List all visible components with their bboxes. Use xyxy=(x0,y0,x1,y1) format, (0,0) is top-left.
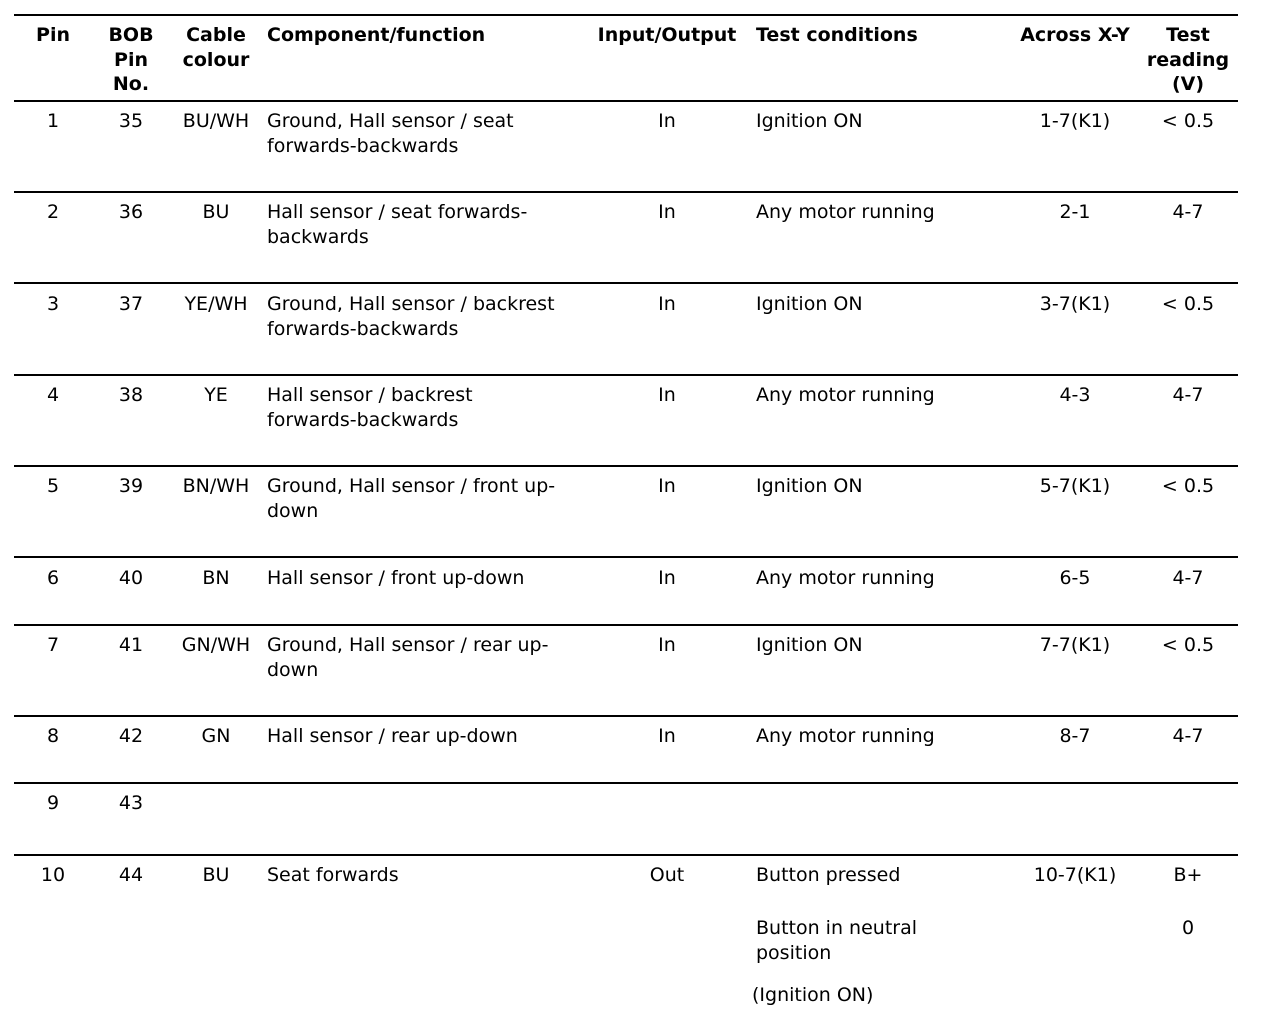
row-rule xyxy=(14,556,1238,558)
table-cell-pin: 6 xyxy=(46,567,60,589)
table-cell-bob: 36 xyxy=(118,201,144,223)
table-cell-cable: BN/WH xyxy=(182,475,250,497)
row-rule xyxy=(14,715,1238,717)
table-cell-reading: < 0.5 xyxy=(1161,110,1215,132)
table-top-rule xyxy=(14,14,1238,16)
table-cell-reading: 4-7 xyxy=(1172,567,1204,589)
table-cell-cable: BU xyxy=(202,201,230,223)
table-cell-component: Hall sensor / front up-down xyxy=(267,567,525,589)
table-cell-across: 5-7(K1) xyxy=(1039,475,1111,497)
table-cell-test: Ignition ON xyxy=(756,475,863,497)
table-cell-bob: 38 xyxy=(118,384,144,406)
table-cell-bob: 42 xyxy=(118,725,144,747)
row-rule xyxy=(14,782,1238,784)
table-cell-across: 10-7(K1) xyxy=(1033,864,1117,886)
table-cell-reading: B+ xyxy=(1173,864,1203,886)
table-cell-test: Button pressed xyxy=(756,864,901,886)
table-cell-pin: 5 xyxy=(46,475,60,497)
table-cell-pin: 9 xyxy=(46,792,60,814)
table-cell-pin: 1 xyxy=(46,110,60,132)
table-cell-reading: 4-7 xyxy=(1172,725,1204,747)
row-rule xyxy=(14,465,1238,467)
table-cell-test: Ignition ON xyxy=(756,110,863,132)
header-bottom-rule xyxy=(14,100,1238,102)
table-cell-cable: BU xyxy=(202,864,230,886)
table-cell-pin: 2 xyxy=(46,201,60,223)
table-cell-bob: 35 xyxy=(118,110,144,132)
table-cell-reading-neutral: 0 xyxy=(1181,917,1195,939)
table-cell-cable: GN/WH xyxy=(181,634,251,656)
table-cell-io: In xyxy=(658,201,676,223)
table-cell-cable: YE xyxy=(204,384,228,406)
table-cell-bob: 43 xyxy=(118,792,144,814)
table-cell-component: Ground, Hall sensor / front up-down xyxy=(267,475,556,522)
table-cell-pin: 4 xyxy=(46,384,60,406)
row-rule xyxy=(14,282,1238,284)
table-cell-across: 1-7(K1) xyxy=(1039,110,1111,132)
table-cell-bob: 40 xyxy=(118,567,144,589)
table-cell-cable: BN xyxy=(202,567,230,589)
header-test-reading: Test reading (V) xyxy=(1146,24,1230,95)
table-cell-io: Out xyxy=(649,864,685,886)
table-cell-component: Ground, Hall sensor / seat forwards-backwards xyxy=(267,110,514,157)
table-cell-test: Any motor running xyxy=(756,725,935,747)
table-cell-test-neutral: Button in neutral position xyxy=(756,917,917,964)
header-cable-colour: Cable colour xyxy=(182,24,250,71)
table-cell-bob: 39 xyxy=(118,475,144,497)
row-rule xyxy=(14,191,1238,193)
table-cell-test-ignition-note: (Ignition ON) xyxy=(752,984,874,1006)
table-cell-across: 3-7(K1) xyxy=(1039,293,1111,315)
table-cell-pin: 3 xyxy=(46,293,60,315)
table-cell-reading: < 0.5 xyxy=(1161,293,1215,315)
table-cell-across: 7-7(K1) xyxy=(1039,634,1111,656)
table-cell-across: 2-1 xyxy=(1059,201,1091,223)
table-cell-pin: 8 xyxy=(46,725,60,747)
header-pin: Pin xyxy=(36,24,70,46)
table-cell-cable: BU/WH xyxy=(182,110,250,132)
header-test-conditions: Test conditions xyxy=(756,24,918,46)
header-bob-pin-no: BOB Pin No. xyxy=(108,24,154,95)
table-cell-test: Ignition ON xyxy=(756,634,863,656)
table-cell-across: 4-3 xyxy=(1059,384,1091,406)
table-cell-io: In xyxy=(658,384,676,406)
table-cell-cable: YE/WH xyxy=(184,293,248,315)
table-cell-reading: < 0.5 xyxy=(1161,634,1215,656)
table-cell-reading: 4-7 xyxy=(1172,201,1204,223)
table-cell-io: In xyxy=(658,634,676,656)
header-input-output: Input/Output xyxy=(597,24,737,46)
table-cell-test: Any motor running xyxy=(756,201,935,223)
table-cell-io: In xyxy=(658,293,676,315)
table-cell-component: Ground, Hall sensor / backrest forwards-backwards xyxy=(267,293,555,340)
table-cell-across: 8-7 xyxy=(1059,725,1091,747)
header-component-function: Component/function xyxy=(267,24,486,46)
table-cell-io: In xyxy=(658,567,676,589)
row-rule xyxy=(14,624,1238,626)
table-cell-bob: 37 xyxy=(118,293,144,315)
table-cell-test: Ignition ON xyxy=(756,293,863,315)
table-cell-bob: 41 xyxy=(118,634,144,656)
table-cell-component: Hall sensor / backrest forwards-backwards xyxy=(267,384,473,431)
header-across-x-y: Across X-Y xyxy=(1020,24,1130,46)
row-rule xyxy=(14,374,1238,376)
table-cell-component: Ground, Hall sensor / rear up-down xyxy=(267,634,549,681)
table-cell-bob: 44 xyxy=(118,864,144,886)
table-cell-test: Any motor running xyxy=(756,567,935,589)
table-cell-across: 6-5 xyxy=(1059,567,1091,589)
table-cell-reading: 4-7 xyxy=(1172,384,1204,406)
table-cell-reading: < 0.5 xyxy=(1161,475,1215,497)
row-rule xyxy=(14,854,1238,856)
table-cell-pin: 10 xyxy=(40,864,66,886)
table-cell-io: In xyxy=(658,725,676,747)
table-cell-pin: 7 xyxy=(46,634,60,656)
table-cell-component: Seat forwards xyxy=(267,864,399,886)
table-cell-io: In xyxy=(658,110,676,132)
table-cell-io: In xyxy=(658,475,676,497)
table-cell-component: Hall sensor / rear up-down xyxy=(267,725,518,747)
table-cell-cable: GN xyxy=(201,725,231,747)
table-cell-component: Hall sensor / seat forwards-backwards xyxy=(267,201,528,248)
table-cell-test: Any motor running xyxy=(756,384,935,406)
